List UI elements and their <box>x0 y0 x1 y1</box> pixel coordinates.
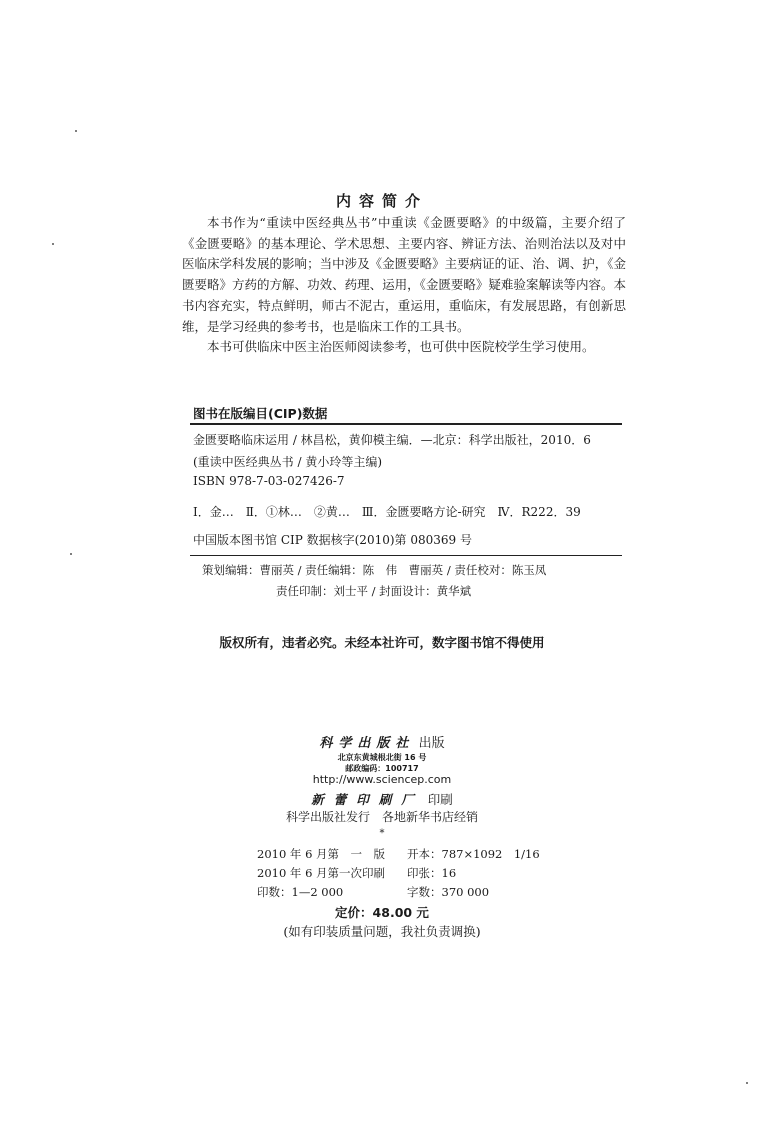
distributor-line: 科学出版社发行 各地新华书店经销 <box>285 810 478 824</box>
printing-info: 2010 年 6 月第一次印刷 <box>257 866 386 880</box>
editors-line-1: 策划编辑：曹丽英 / 责任编辑：陈 伟 曹丽英 / 责任校对：陈玉凤 <box>202 563 547 577</box>
asterisk-divider: * <box>379 828 385 839</box>
quality-note: (如有印装质量问题，我社负责调换) <box>283 924 481 939</box>
scan-speck <box>52 243 54 245</box>
scan-speck <box>75 130 77 132</box>
editors-line-2: 责任印制：刘士平 / 封面设计：黄华斌 <box>276 584 472 598</box>
publisher-name: 科学出版社 <box>319 736 415 751</box>
sheets-info: 印张：16 <box>407 866 457 880</box>
summary-body <box>182 213 626 358</box>
publisher-address: 北京东黄城根北街 16 号 <box>337 753 427 762</box>
printer-name: 新蕾印刷厂 <box>311 792 424 807</box>
summary-paragraph-1: 本书作为“重读中医经典丛书”中重读《金匮要略》的中级篇，主要介绍了《金匮要略》的基本理论、学术思想、主要内容、辨证方法、治则治法以及对中医临床学科发展的影响；当中涉及《金匮要略》主要病证的证、治、调、护，《金匮要略》方药的方解、功效、药理、运用，《金匮要略》疑难验案解读等内容。本书内容充实，特点鲜明，师古不泥古，重运用，重临床，有发展思路，有创新思维，是学习经典的参考书，也是临床工作的工具书。 <box>182 215 626 334</box>
price: 定价：48.00 元 <box>335 905 429 920</box>
cip-line-title: 金匮要略临床运用 / 林昌松，黄仰模主编．—北京：科学出版社，2010．6 <box>193 433 591 447</box>
cip-top-rule <box>190 423 622 425</box>
word-count-info: 字数：370 000 <box>407 885 490 899</box>
format-info: 开本：787×1092 1/16 <box>407 847 540 861</box>
printer-line <box>0 790 764 808</box>
edition-info: 2010 年 6 月第 一 版 <box>257 847 386 861</box>
publisher-url: http://www.sciencep.com <box>312 773 452 786</box>
cip-line-isbn: ISBN 978-7-03-027426-7 <box>193 474 345 488</box>
summary-paragraph-2: 本书可供临床中医主治医师阅读参考，也可供中医院校学生学习使用。 <box>207 339 595 355</box>
publisher-postcode: 邮政编码：100717 <box>345 764 419 773</box>
print-run-info: 印数：1—2 000 <box>257 885 344 899</box>
cip-bottom-rule <box>190 555 622 556</box>
cip-line-classification: Ⅰ．金… Ⅱ．①林… ②黄… Ⅲ．金匮要略方论-研究 Ⅳ．R222．39 <box>193 505 581 519</box>
publisher-suffix: 出版 <box>418 736 445 751</box>
cip-heading: 图书在版编目(CIP)数据 <box>193 406 328 421</box>
printer-suffix: 印刷 <box>427 792 453 807</box>
summary-title: 内容简介 <box>335 192 428 210</box>
scan-speck <box>70 553 72 555</box>
scan-speck <box>746 1082 748 1084</box>
publisher-line <box>0 732 764 751</box>
copyright-notice: 版权所有，违者必究。未经本社许可，数字图书馆不得使用 <box>219 635 545 650</box>
cip-line-record-number: 中国版本图书馆 CIP 数据核字(2010)第 080369 号 <box>193 533 472 547</box>
cip-line-series: (重读中医经典丛书 / 黄小玲等主编) <box>193 455 383 469</box>
